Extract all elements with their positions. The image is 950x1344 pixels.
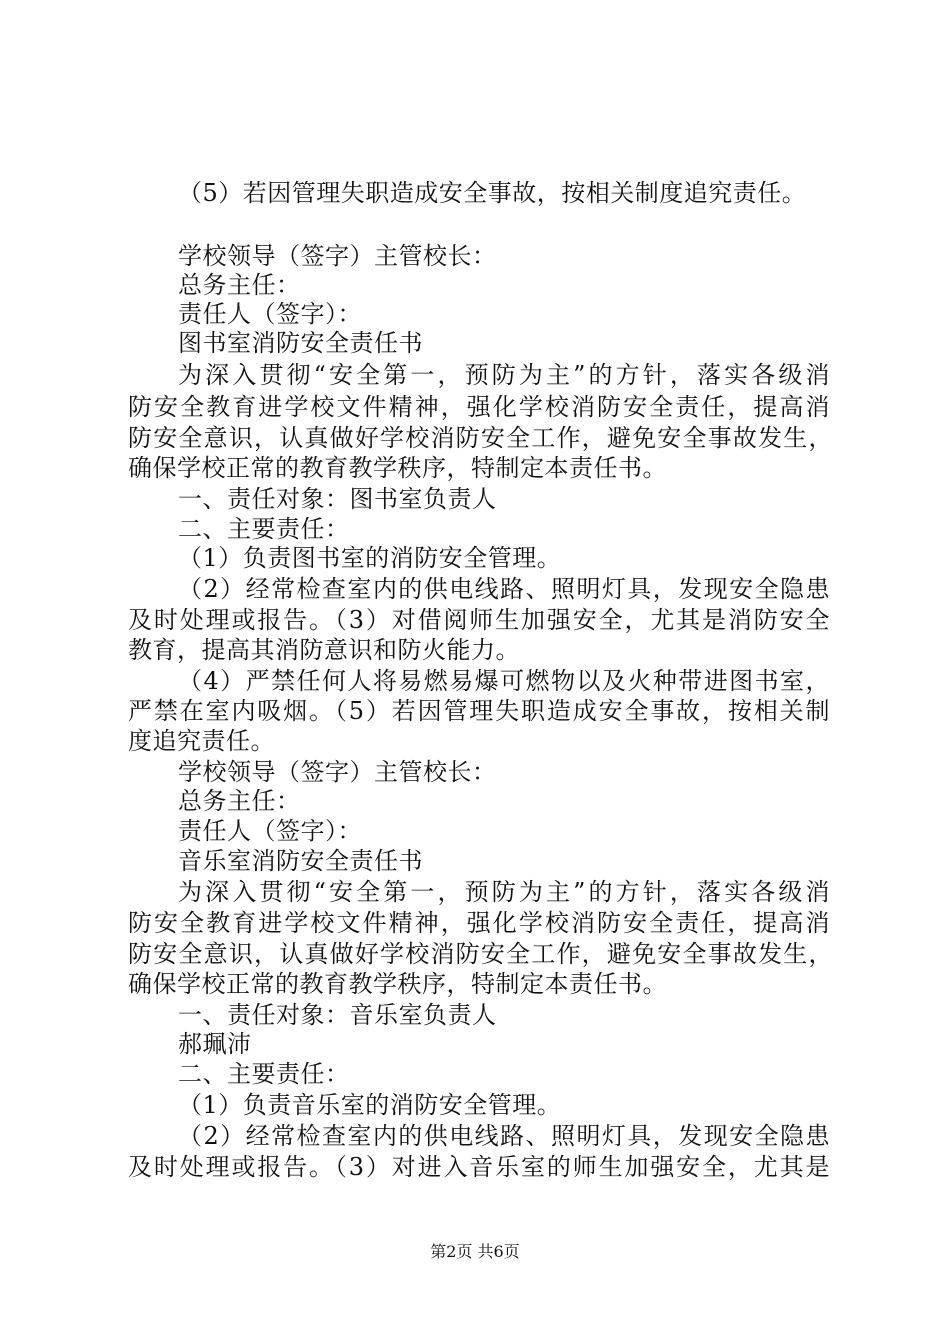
paragraph-line: 郝珮沛 [178, 1030, 252, 1058]
paragraph-line: （2）经常检查室内的供电线路、照明灯具，发现安全隐患 [178, 575, 830, 603]
paragraph-line: 一、责任对象：音乐室负责人 [178, 1001, 497, 1029]
paragraph-line: 确保学校正常的教育教学秩序，特制定本责任书。 [128, 970, 667, 998]
paragraph-line: 一、责任对象：图书室负责人 [178, 485, 497, 513]
paragraph-line: 学校领导（签字）主管校长： [178, 758, 497, 786]
paragraph-line: （4）严禁任何人将易燃易爆可燃物以及火种带进图书室， [178, 667, 830, 695]
paragraph-line: 二、主要责任： [178, 515, 350, 543]
paragraph-line: 确保学校正常的教育教学秩序，特制定本责任书。 [128, 454, 667, 482]
paragraph-line: 总务主任： [178, 787, 301, 815]
paragraph-line: 及时处理或报告。（3）对借阅师生加强安全，尤其是消防安全 [128, 606, 830, 634]
paragraph-line: （2）经常检查室内的供电线路、照明灯具，发现安全隐患 [178, 1122, 830, 1150]
paragraph-line: 责任人（签字）： [178, 817, 362, 845]
paragraph-line: 为深入贯彻“安全第一，预防为主”的方针，落实各级消 [178, 361, 830, 389]
paragraph-line: 学校领导（签字）主管校长： [178, 242, 497, 270]
paragraph-line: （1）负责图书室的消防安全管理。 [178, 544, 562, 572]
paragraph-line: 二、主要责任： [178, 1060, 350, 1088]
paragraph-line: （5）若因管理失职造成安全事故，按相关制度追究责任。 [178, 179, 807, 207]
paragraph-line: 防安全意识，认真做好学校消防安全工作，避免安全事故发生， [128, 424, 833, 452]
section-title: 音乐室消防安全责任书 [178, 847, 423, 875]
paragraph-line: 防安全教育进学校文件精神，强化学校消防安全责任，提高消 [128, 909, 830, 937]
paragraph-line: 责任人（签字）： [178, 300, 362, 328]
paragraph-line: 教育，提高其消防意识和防火能力。 [128, 636, 520, 664]
paragraph-line: 及时处理或报告。（3）对进入音乐室的师生加强安全，尤其是 [128, 1153, 830, 1181]
page-footer: 第2页 共6页 [430, 1242, 520, 1261]
paragraph-line: 严禁在室内吸烟。（5）若因管理失职造成安全事故，按相关制 [128, 697, 830, 725]
paragraph-line: 总务主任： [178, 271, 301, 299]
paragraph-line: （1）负责音乐室的消防安全管理。 [178, 1091, 562, 1119]
paragraph-line: 为深入贯彻“安全第一，预防为主”的方针，落实各级消 [178, 878, 830, 906]
paragraph-line: 度追究责任。 [128, 727, 275, 755]
paragraph-line: 防安全意识，认真做好学校消防安全工作，避免安全事故发生， [128, 940, 833, 968]
section-title: 图书室消防安全责任书 [178, 329, 423, 357]
paragraph-line: 防安全教育进学校文件精神，强化学校消防安全责任，提高消 [128, 393, 830, 421]
